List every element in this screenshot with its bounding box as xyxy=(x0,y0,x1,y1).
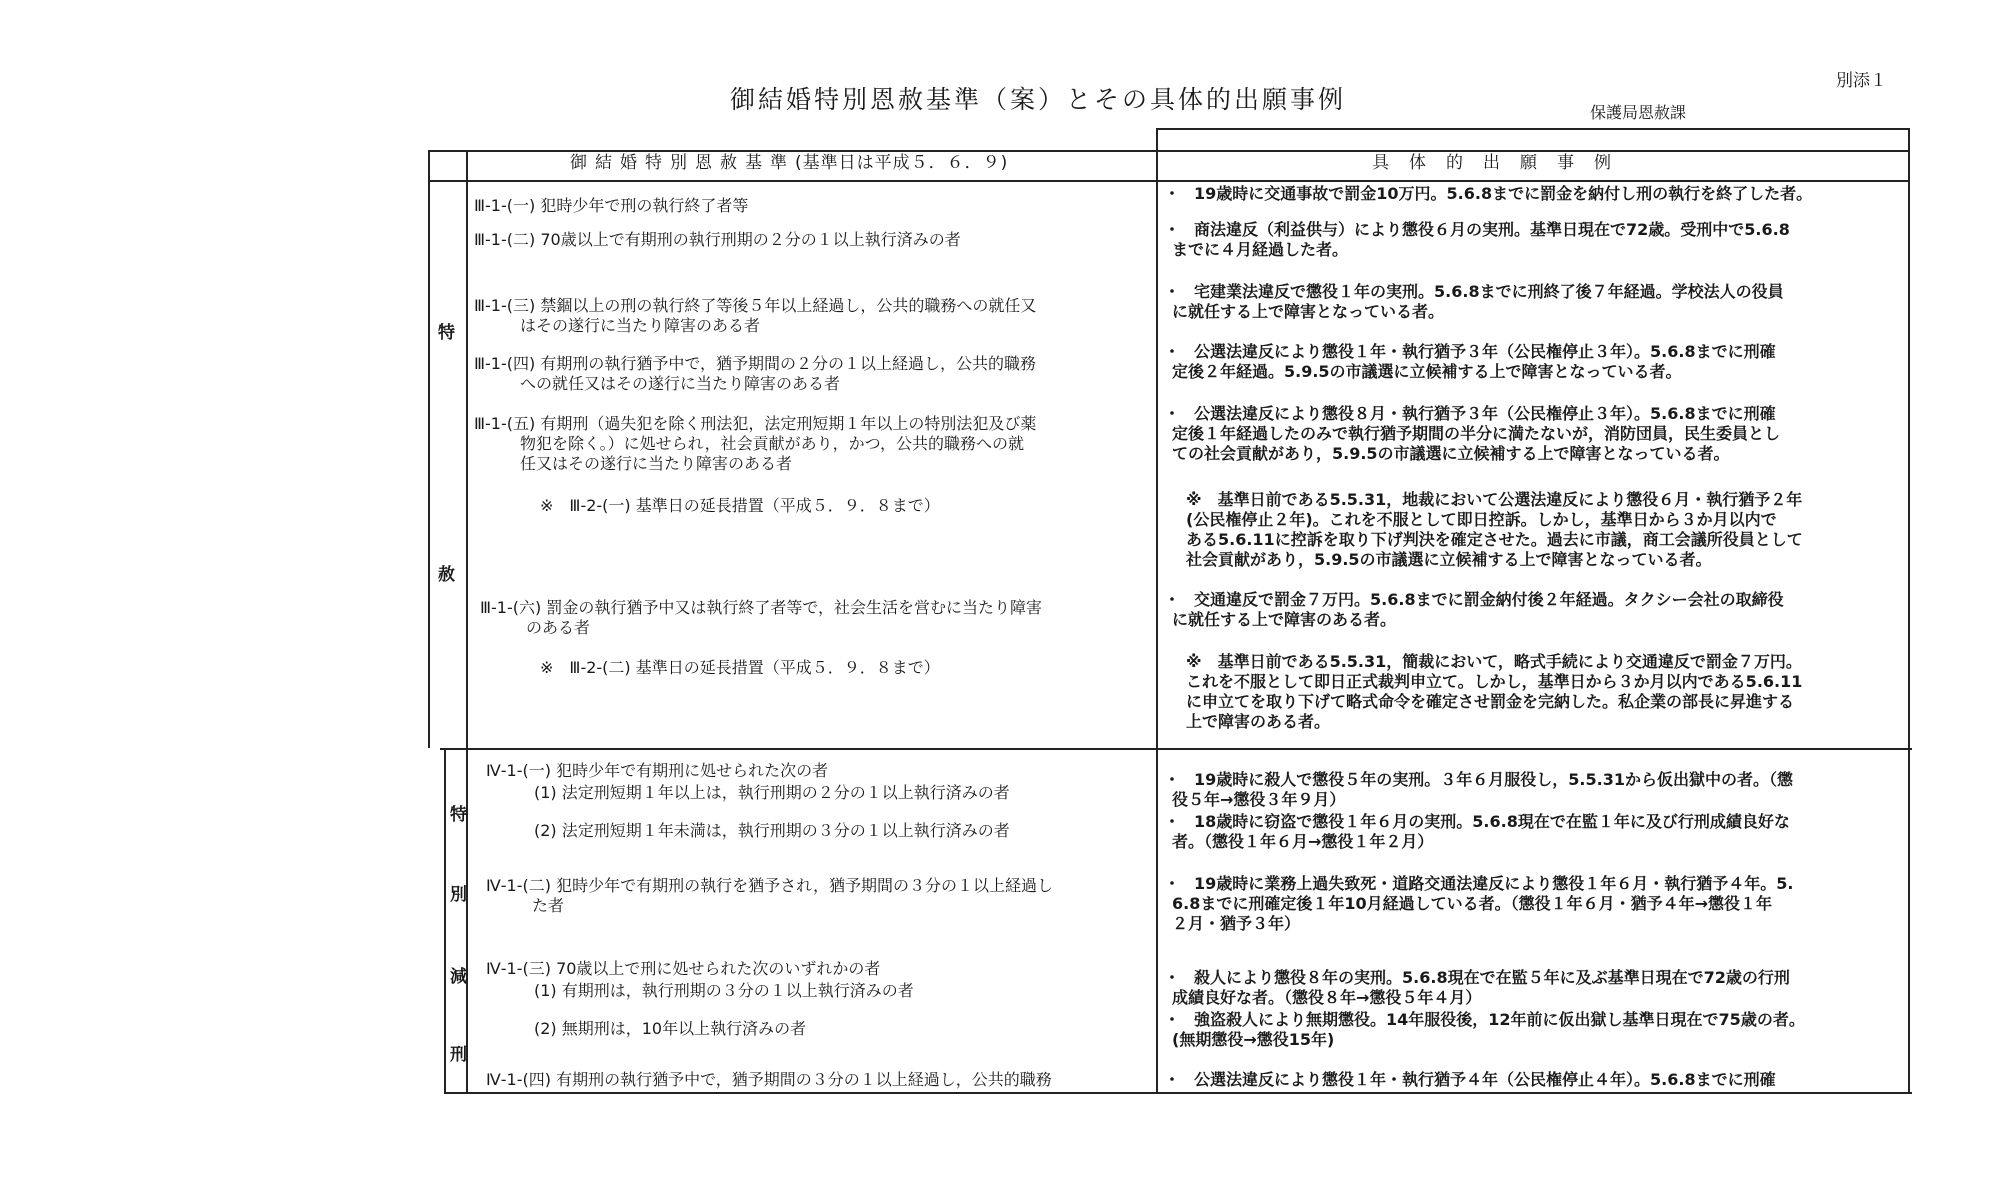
example-11-line-1: 19歳時に業務上過失致死・道路交通法違反により懲役１年６月・執行猶予４年。5. xyxy=(1194,874,1794,893)
example-9-line-1: 19歳時に殺人で懲役５年の実刑。３年６月服役し，5.5.31から仮出獄中の者。（懲 xyxy=(1194,770,1793,789)
example-3 xyxy=(1164,282,1784,322)
example-13-line-2: (無期懲役→懲役15年) xyxy=(1172,1030,1335,1049)
criterion-3-line-1: Ⅲ-1-(三) 禁錮以上の刑の執行終了等後５年以上経過し，公共的職務への就任又 xyxy=(474,296,1037,315)
example-6-line-4: 社会貢献があり，5.9.5の市議選に立候補する上で障害となっている者。 xyxy=(1186,550,1712,569)
example-3-bullet: ・ xyxy=(1164,282,1181,301)
example-10 xyxy=(1164,812,1790,852)
criterion-12 xyxy=(486,1070,1052,1090)
example-2-line-1: 商法違反（利益供与）により懲役６月の実刑。基準日現在で72歳。受刑中で5.6.8 xyxy=(1194,220,1790,239)
criterion-10-line-2: た者 xyxy=(532,896,565,915)
example-10-line-1: 18歳時に窃盗で懲役１年６月の実刑。5.6.8現在で在監１年に及び行刑成績良好な xyxy=(1194,812,1790,831)
annex-label: 別添１ xyxy=(1836,71,1887,91)
example-12 xyxy=(1164,968,1790,1008)
example-2-line-2: までに４月経過した者。 xyxy=(1172,240,1349,259)
criterion-1 xyxy=(474,196,748,216)
example-5-bullet: ・ xyxy=(1164,404,1181,423)
example-9-bullet: ・ xyxy=(1164,770,1181,789)
criterion-11 xyxy=(486,958,914,1040)
example-13-line-1: 強盗殺人により無期懲役。14年服役後，12年前に仮出獄し基準日現在で75歳の者。 xyxy=(1194,1010,1805,1029)
criterion-5-line-2: 物犯を除く。）に処せられ，社会貢献があり，かつ，公共的職務への就 xyxy=(520,434,1025,453)
example-8 xyxy=(1186,652,1802,732)
page-title: 御結婚特別恩赦基準（案）とその具体的出願事例 xyxy=(730,85,1347,114)
criterion-5 xyxy=(474,414,1036,474)
criterion-8-line-1: ※ Ⅲ-2-(二) 基準日の延長措置（平成５．９．８まで） xyxy=(540,658,940,677)
criterion-4 xyxy=(474,354,1036,394)
criterion-10-line-1: Ⅳ-1-(二) 犯時少年で有期刑の執行を猶予され，猶予期間の３分の１以上経過し xyxy=(486,876,1054,895)
criterion-9-line-1: Ⅳ-1-(一) 犯時少年で有期刑に処せられた次の者 xyxy=(486,761,829,780)
table-border-left xyxy=(428,150,430,748)
section-divider xyxy=(440,748,1912,750)
example-6-mark: ※ xyxy=(1186,490,1202,509)
example-7-bullet: ・ xyxy=(1164,590,1181,609)
department-name: 保護局恩赦課 xyxy=(1590,103,1687,122)
table-border-top-right xyxy=(1158,128,1910,130)
section-label-genkei-4: 刑 xyxy=(450,1045,467,1065)
header-left-note: (基準日は平成５．６．９) xyxy=(795,153,1009,173)
header-left-main: 御結婚特別恩赦基準 xyxy=(570,153,795,173)
criterion-5-line-3: 任又はその遂行に当たり障害のある者 xyxy=(520,454,793,473)
example-2-bullet: ・ xyxy=(1164,220,1181,239)
example-4-line-1: 公選法違反により懲役１年・執行猶予３年（公民権停止３年）。5.6.8までに刑確 xyxy=(1194,342,1776,361)
section-label-genkei-1: 特 xyxy=(450,805,467,825)
example-14-line-1: 公選法違反により懲役１年・執行猶予４年（公民権停止４年）。5.6.8までに刑確 xyxy=(1194,1070,1776,1089)
criterion-4-line-2: への就任又はその遂行に当たり障害のある者 xyxy=(520,374,841,393)
middle-column-divider xyxy=(1156,128,1158,1094)
criterion-6-line-1: ※ Ⅲ-2-(一) 基準日の延長措置（平成５．９．８まで） xyxy=(540,496,940,515)
example-8-line-4: 上で障害のある者。 xyxy=(1186,712,1331,731)
criterion-3-line-2: はその遂行に当たり障害のある者 xyxy=(520,316,761,335)
example-1 xyxy=(1164,184,1812,204)
example-14 xyxy=(1164,1070,1776,1090)
section-label-tokusha-1: 特 xyxy=(438,323,455,343)
example-6-line-1: 基準日前である5.5.31，地裁において公選法違反により懲役６月・執行猶予２年 xyxy=(1217,490,1803,509)
criterion-11-line-1: Ⅳ-1-(三) 70歳以上で刑に処せられた次のいずれかの者 xyxy=(486,959,881,978)
example-4-bullet: ・ xyxy=(1164,342,1181,361)
example-11 xyxy=(1164,874,1794,934)
example-11-bullet: ・ xyxy=(1164,874,1181,893)
criterion-5-line-1: Ⅲ-1-(五) 有期刑（過失犯を除く刑法犯，法定刑短期１年以上の特別法犯及び薬 xyxy=(474,414,1037,433)
example-2 xyxy=(1164,220,1790,260)
example-4-line-2: 定後２年経過。5.9.5の市議選に立候補する上で障害となっている者。 xyxy=(1172,362,1682,381)
example-12-bullet: ・ xyxy=(1164,968,1181,987)
example-11-line-3: ２月・猶予３年） xyxy=(1172,914,1301,933)
header-right: 具体的出願事例 xyxy=(1372,153,1631,173)
example-6-line-3: ある5.6.11に控訴を取り下げ判決を確定させた。過去に市議，商工会議所役員として xyxy=(1186,530,1803,549)
section-label-genkei-3: 減 xyxy=(450,967,467,987)
example-7-line-1: 交通違反で罰金７万円。5.6.8までに罰金納付後２年経過。タクシー会社の取締役 xyxy=(1194,590,1784,609)
example-1-bullet: ・ xyxy=(1164,184,1181,203)
example-13 xyxy=(1164,1010,1805,1050)
example-9-line-2: 役５年→懲役３年９月） xyxy=(1172,790,1346,809)
example-1-line-1: 19歳時に交通事故で罰金10万円。5.6.8までに罰金を納付し刑の執行を終了した者。 xyxy=(1194,184,1813,203)
criterion-11-sub-2: (2) 無期刑は，10年以上執行済みの者 xyxy=(534,1019,807,1038)
example-13-bullet: ・ xyxy=(1164,1010,1181,1029)
example-11-line-2: 6.8までに刑確定後１年10月経過している者。（懲役１年６月・猶予４年→懲役１年 xyxy=(1172,894,1773,913)
example-12-line-2: 成績良好な者。（懲役８年→懲役５年４月） xyxy=(1172,988,1482,1007)
criterion-10 xyxy=(486,876,1053,916)
table-border-bottom xyxy=(446,1092,1912,1094)
example-7 xyxy=(1164,590,1784,630)
header-divider xyxy=(428,180,1910,182)
criterion-7-line-1: Ⅲ-1-(六) 罰金の執行猶予中又は執行終了者等で，社会生活を営むに当たり障害 xyxy=(480,598,1043,617)
example-5 xyxy=(1164,404,1780,464)
criterion-12-line-1: Ⅳ-1-(四) 有期刑の執行猶予中で，猶予期間の３分の１以上経過し，公共的職務 xyxy=(486,1070,1052,1089)
criterion-7-line-2: のある者 xyxy=(526,618,591,637)
example-8-line-2: これを不服として即日正式裁判申立て。しかし，基準日から３か月以内である5.6.11 xyxy=(1186,672,1803,691)
criterion-8 xyxy=(540,658,940,678)
example-4 xyxy=(1164,342,1776,382)
table-border-right xyxy=(1908,128,1910,1094)
criterion-11-sub-1: (1) 有期刑は，執行刑期の３分の１以上執行済みの者 xyxy=(534,981,914,1000)
section-column-divider xyxy=(466,150,468,1094)
criterion-4-line-1: Ⅲ-1-(四) 有期刑の執行猶予中で，猶予期間の２分の１以上経過し，公共的職務 xyxy=(474,354,1037,373)
criterion-6 xyxy=(540,496,940,516)
criterion-2 xyxy=(474,230,961,250)
example-5-line-2: 定後１年経過したのみで執行猶予期間の半分に満たないが，消防団員，民生委員とし xyxy=(1172,424,1781,443)
table-border-left-lower xyxy=(444,748,446,1094)
header-left xyxy=(570,148,1008,173)
criterion-1-line-1: Ⅲ-1-(一) 犯時少年で刑の執行終了者等 xyxy=(474,196,749,215)
example-8-line-3: に申立てを取り下げて略式命令を確定させ罰金を完納した。私企業の部長に昇進する xyxy=(1186,692,1795,711)
criterion-9 xyxy=(486,760,1010,842)
example-3-line-2: に就任する上で障害となっている者。 xyxy=(1172,302,1445,321)
criterion-7 xyxy=(480,598,1042,638)
criterion-9-sub-1: (1) 法定刑短期１年以上は，執行刑期の２分の１以上執行済みの者 xyxy=(534,783,1010,802)
section-label-tokusha-2: 赦 xyxy=(438,565,455,585)
example-10-line-2: 者。（懲役１年６月→懲役１年２月） xyxy=(1172,832,1434,851)
example-5-line-3: ての社会貢献があり，5.9.5の市議選に立候補する上で障害となっている者。 xyxy=(1172,444,1730,463)
example-10-bullet: ・ xyxy=(1164,812,1181,831)
example-5-line-1: 公選法違反により懲役８月・執行猶予３年（公民権停止３年）。5.6.8までに刑確 xyxy=(1194,404,1776,423)
example-8-mark: ※ xyxy=(1186,652,1202,671)
criterion-2-line-1: Ⅲ-1-(二) 70歳以上で有期刑の執行刑期の２分の１以上執行済みの者 xyxy=(474,230,961,249)
criterion-3 xyxy=(474,296,1036,336)
example-14-bullet: ・ xyxy=(1164,1070,1181,1089)
example-6-line-2: (公民権停止２年)。これを不服として即日控訴。しかし，基準日から３か月以内で xyxy=(1186,510,1777,529)
example-9 xyxy=(1164,770,1793,810)
example-3-line-1: 宅建業法違反で懲役１年の実刑。5.6.8までに刑終了後７年経過。学校法人の役員 xyxy=(1194,282,1784,301)
example-7-line-2: に就任する上で障害のある者。 xyxy=(1172,610,1397,629)
section-label-genkei-2: 別 xyxy=(450,885,467,905)
example-8-line-1: 基準日前である5.5.31，簡裁において，略式手続により交通違反で罰金７万円。 xyxy=(1217,652,1802,671)
example-12-line-1: 殺人により懲役８年の実刑。5.6.8現在で在監５年に及ぶ基準日現在で72歳の行刑 xyxy=(1194,968,1790,987)
example-6 xyxy=(1186,490,1803,570)
criterion-9-sub-2: (2) 法定刑短期１年未満は，執行刑期の３分の１以上執行済みの者 xyxy=(534,821,1010,840)
